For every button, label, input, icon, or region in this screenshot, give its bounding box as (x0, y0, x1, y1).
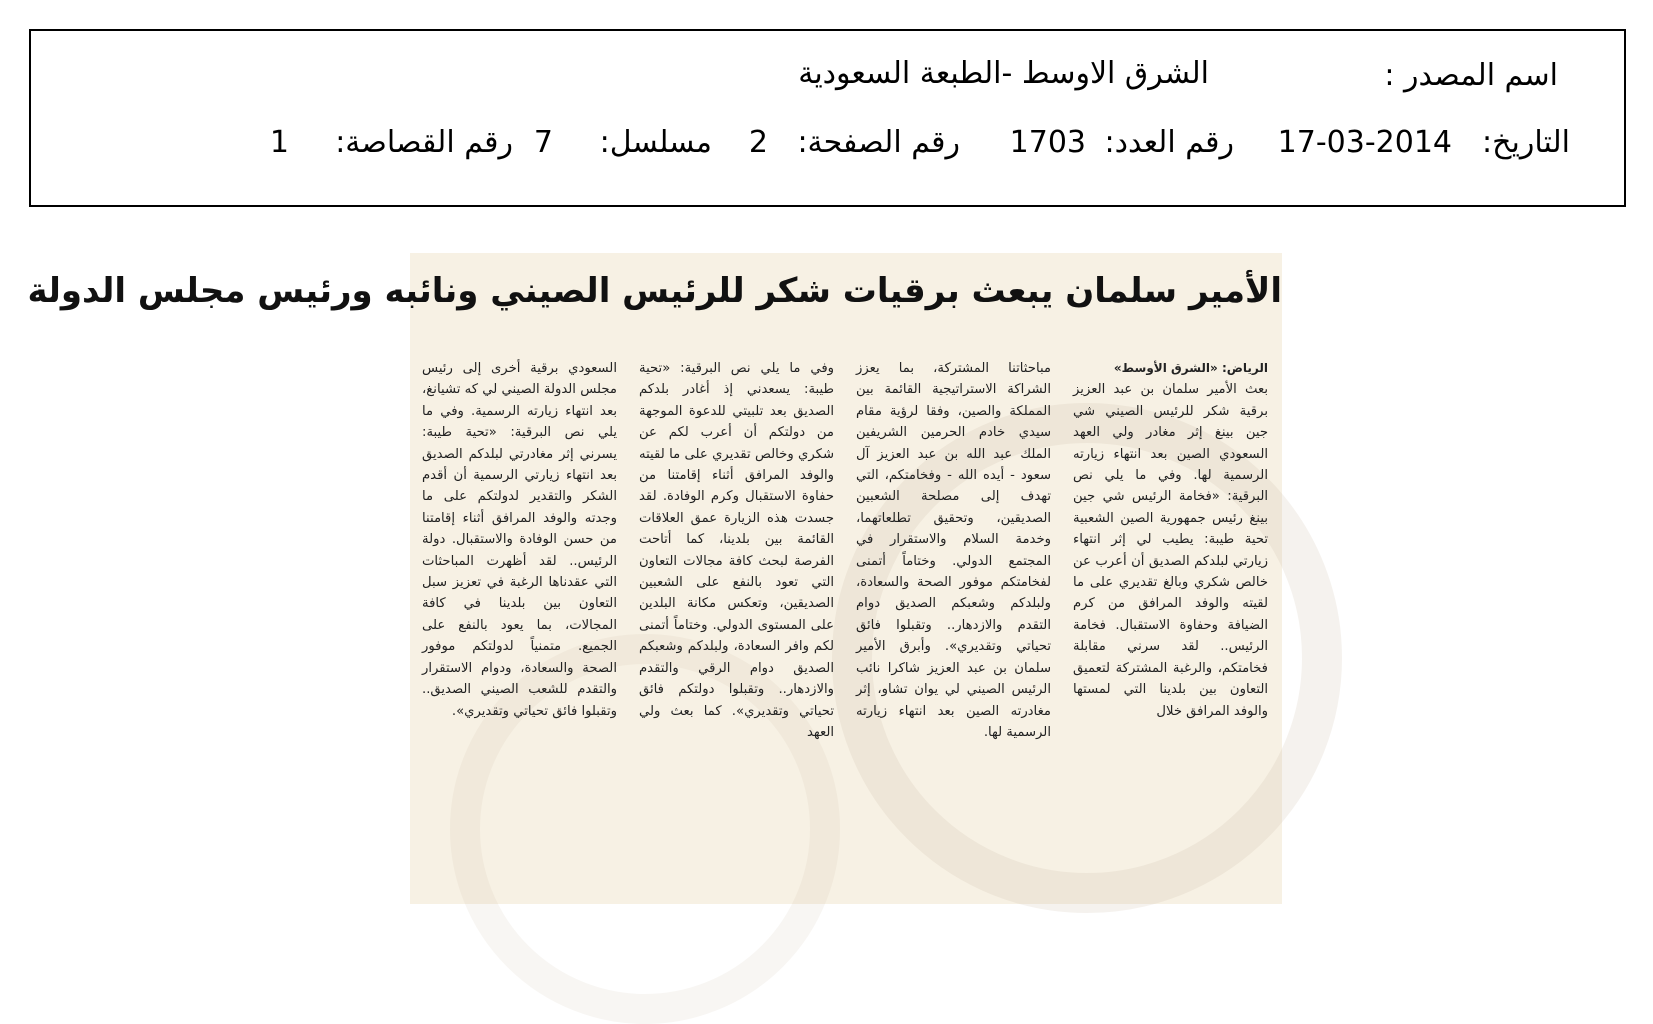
source-value: الشرق الاوسط -الطبعة السعودية (798, 56, 1209, 91)
article-headline: الأمير سلمان يبعث برقيات شكر للرئيس الصيني ونائبه ورئيس مجلس الدولة (27, 271, 1282, 311)
article-column-4 (422, 358, 617, 893)
article-column-3 (639, 358, 834, 893)
article-column-1 (1073, 358, 1268, 893)
page-value: 2 (748, 125, 768, 160)
issue-value: 1703 (1009, 125, 1086, 160)
header-box (29, 29, 1626, 207)
article-column-2-text: مباحثاتنا المشتركة، بما يعزز الشراكة الاستراتيجية القائمة بين المملكة والصين، وفقا لرؤية مقام سيدي خادم الحرمين الشريفين الملك عبد الله بن عبد العزيز آل سعود - أيده الله - وفخامتكم، التي تهدف إلى مصلحة الشعبين الصديقين، وتحقيق تطلعاتهما، وخدمة السلام والاستقرار في المجتمع الدولي. وختاماً أتمنى لفخامتكم موفور الصحة والسعادة، ولبلدكم وشعبكم الصديق دوام التقدم والازدهار.. وتقبلوا فائق تحياتي وتقديري». وأبرق الأمير سلمان بن عبد العزيز شاكرا نائب الرئيس الصيني لي يوان تشاو، إثر مغادرته الصين بعد انتهاء زيارته الرسمية لها. (856, 361, 1051, 740)
date-value: 17-03-2014 (1277, 125, 1452, 160)
page-label: رقم الصفحة: (797, 125, 960, 160)
source-label: اسم المصدر : (1384, 58, 1558, 93)
serial-value: 7 (533, 125, 553, 160)
article-column-1-text: بعث الأمير سلمان بن عبد العزيز برقية شكر للرئيس الصيني شي جين بينغ إثر مغادر ولي العهد السعودي الصين بعد انتهاء زيارته الرسمية لها. وفي ما يلي نص البرقية: «فخامة الرئيس شي جين بينغ رئيس جمهورية الصين الشعبية تحية طيبة: يطيب لي إثر انتهاء زيارتي لبلدكم الصديق أن أعرب عن خالص شكري وبالغ تقديري على ما لقيته والوفد المرافق من كرم الضيافة وحفاوة الاستقبال. فخامة الرئيس.. لقد سرني مقابلة فخامتكم، والرغبة المشتركة لتعميق التعاون بين بلدينا التي لمستها والوفد المرافق خلال (1073, 382, 1268, 719)
article-columns (418, 358, 1268, 893)
date-label: التاريخ: (1482, 125, 1570, 160)
newspaper-clipping (27, 253, 1282, 904)
article-dateline: الرياض: «الشرق الأوسط» (1113, 361, 1268, 375)
clip-value: 1 (269, 125, 289, 160)
article-column-3-text: وفي ما يلي نص البرقية: «تحية طيبة: يسعدني إذ أغادر بلدكم الصديق بعد تلبيتي للدعوة الموجهة من دولتكم أن أعرب لكم عن شكري وخالص تقديري على ما لقيته والوفد المرافق أثناء إقامتنا من حفاوة الاستقبال وكرم الوفادة. لقد جسدت هذه الزيارة عمق العلاقات القائمة بين بلدينا، كما أتاحت الفرصة لبحث كافة مجالات التعاون التي تعود بالنفع على الشعبين الصديقين، وتعكس مكانة البلدين على المستوى الدولي. وختاماً أتمنى لكم وافر السعادة، ولبلدكم وشعبكم الصديق دوام الرقي والتقدم والازدهار.. وتقبلوا دولتكم فائق تحياتي وتقديري». كما بعث ولي العهد (639, 361, 834, 740)
serial-label: مسلسل: (599, 125, 712, 160)
clip-label: رقم القصاصة: (335, 125, 513, 160)
article-column-4-text: السعودي برقية أخرى إلى رئيس مجلس الدولة الصيني لي كه تشيانغ، بعد انتهاء زيارته الرسمية. وفي ما يلي نص البرقية: «تحية طيبة: يسرني إثر مغادرتي لبلدكم الصديق بعد انتهاء زيارتي الرسمية أن أقدم الشكر والتقدير لدولتكم على ما وجدته والوفد المرافق أثناء إقامتنا من حسن الوفادة والاستقبال. دولة الرئيس.. لقد أظهرت المباحثات التي عقدناها الرغبة في تعزيز سبل التعاون بين بلدينا في كافة المجالات، بما يعود بالنفع على الجميع. متمنياً لدولتكم موفور الصحة والسعادة، ودوام الاستقرار والتقدم للشعب الصيني الصديق.. وتقبلوا فائق تحياتي وتقديري». (422, 361, 617, 719)
issue-label: رقم العدد: (1104, 125, 1234, 160)
article-column-2 (856, 358, 1051, 893)
